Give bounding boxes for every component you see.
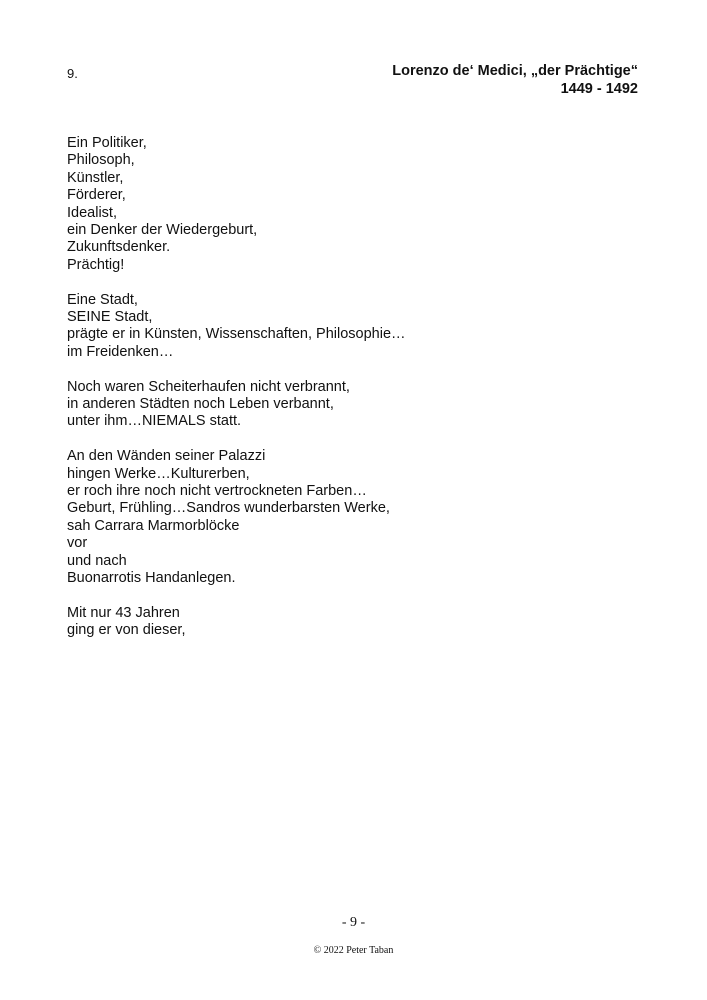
poem-line: hingen Werke…Kulturerben, bbox=[67, 465, 250, 482]
poem-years: 1449 - 1492 bbox=[560, 80, 638, 97]
poem-line: Ein Politiker, bbox=[67, 135, 147, 151]
poem-line: Prächtig! bbox=[67, 256, 125, 273]
page-number: - 9 - bbox=[341, 915, 366, 930]
poem-line: vor bbox=[67, 535, 88, 552]
poem-line: Noch waren Scheiterhaufen nicht verbrannt, bbox=[67, 378, 350, 395]
poem-line: Idealist, bbox=[67, 204, 117, 221]
poem-line: Eine Stadt, bbox=[67, 291, 138, 308]
poem-line: er roch ihre noch nicht vertrockneten Farben… bbox=[67, 483, 367, 500]
poem-line: Förderer, bbox=[67, 187, 126, 204]
poem-line: und nach bbox=[67, 552, 127, 569]
stanza-1 bbox=[67, 135, 406, 274]
poem-line: Künstler, bbox=[67, 169, 124, 186]
poem-header bbox=[392, 63, 638, 98]
poem-body bbox=[67, 135, 406, 657]
poem-line: An den Wänden seiner Palazzi bbox=[67, 448, 266, 465]
section-number: 9. bbox=[67, 66, 78, 81]
poem-line: Buonarrotis Handanlegen. bbox=[67, 570, 236, 587]
poem-line: SEINE Stadt, bbox=[67, 309, 153, 326]
poem-line: unter ihm…NIEMALS statt. bbox=[67, 413, 242, 430]
stanza-2 bbox=[67, 292, 406, 362]
stanza-4 bbox=[67, 448, 406, 587]
poem-line: im Freidenken… bbox=[67, 343, 174, 360]
poem-line: Zukunftsdenker. bbox=[67, 239, 171, 256]
stanza-5 bbox=[67, 605, 406, 640]
poem-line: Mit nur 43 Jahren bbox=[67, 604, 180, 621]
poem-line: Geburt, Frühling…Sandros wunderbarsten Werke, bbox=[67, 500, 390, 517]
poem-line: in anderen Städten noch Leben verbannt, bbox=[67, 396, 334, 413]
poem-line: prägte er in Künsten, Wissenschaften, Philosophie… bbox=[67, 326, 406, 343]
poem-line: sah Carrara Marmorblöcke bbox=[67, 517, 240, 534]
stanza-3 bbox=[67, 379, 406, 431]
poem-line: ein Denker der Wiedergeburt, bbox=[67, 222, 258, 239]
copyright-notice: © 2022 Peter Taban bbox=[313, 945, 394, 956]
poem-line: ging er von dieser, bbox=[67, 622, 186, 639]
poem-title: Lorenzo de‘ Medici, „der Prächtige“ bbox=[392, 63, 638, 79]
poem-line: Philosoph, bbox=[67, 152, 135, 169]
